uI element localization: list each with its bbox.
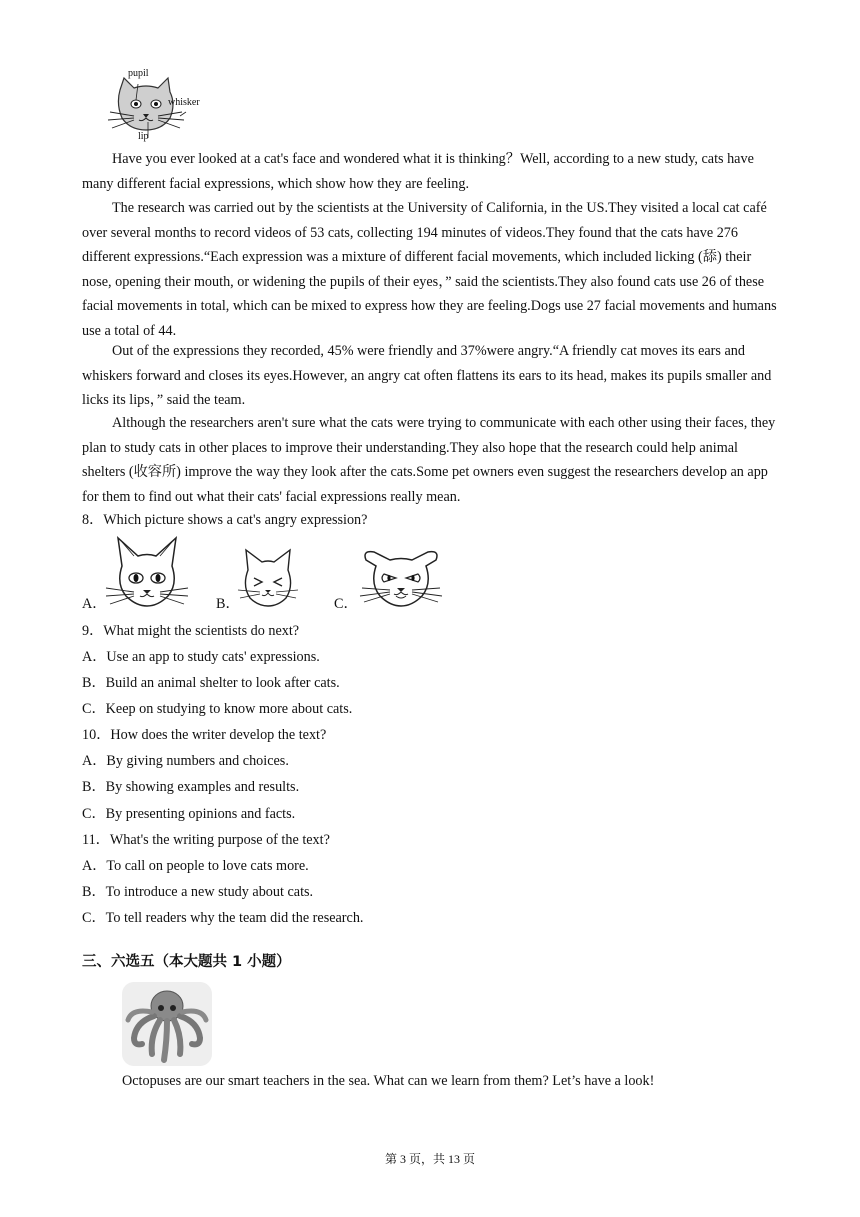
passage-paragraph-1: Have you ever looked at a cat's face and wondered what it is thinking？Well, according to a new study, cats have many different facial expressions, which show how they are feeling.: [82, 151, 754, 192]
q9-option-a: A．Use an app to study cats' expressions.: [82, 649, 320, 665]
question-11-stem: 11．What's the writing purpose of the text?: [82, 832, 330, 848]
question-9-stem: 9．What might the scientists do next?: [82, 623, 300, 639]
q11-option-a: A．To call on people to love cats more.: [82, 858, 309, 874]
q11-option-b: B．To introduce a new study about cats.: [82, 884, 314, 900]
q8-option-b-label: B．: [216, 596, 240, 612]
label-pupil: pupil: [128, 68, 149, 79]
passage-paragraph-3: Out of the expressions they recorded, 45% were friendly and 37%were angry.“A friendly cat moves its ears and whiskers forward and closes its eyes.However, an angry cat often flattens its ears to its head, makes its pupils smaller and licks its lips，” said the team.: [82, 343, 772, 408]
q9-option-c: C．Keep on studying to know more about cats.: [82, 701, 353, 717]
cat-diagram: [104, 70, 214, 145]
q10-option-c: C．By presenting opinions and facts.: [82, 806, 296, 822]
cat-face-option-c-icon: [360, 548, 442, 610]
q9-option-b: B．Build an animal shelter to look after cats.: [82, 675, 340, 691]
question-10-stem: 10．How does the writer develop the text?: [82, 727, 327, 743]
section-3-heading: 三、六选五（本大题共 1 小题）: [82, 954, 291, 970]
q8-option-c-label: C．: [334, 596, 358, 612]
label-lip: lip: [138, 131, 149, 142]
q11-option-c: C．To tell readers why the team did the research.: [82, 910, 364, 926]
passage-paragraph-2: The research was carried out by the scientists at the University of California, in the US.They visited a local cat café over several months to record videos of 53 cats, collecting 194 minutes of videos.They found that the cats have 276 different expressions.“Each expression was a mixture of different facial movements, which included licking (舔) their nose, opening their mouth, or widening the pupils of their eyes，” said the scientists.They also found cats use 26 of these facial movements in total, which can be mixed to express how they are feeling.Dogs use 27 facial movements and humans use a total of 44.: [82, 200, 777, 339]
label-whisker: whisker: [168, 97, 200, 108]
passage-paragraph-4: Although the researchers aren't sure what the cats were trying to communicate with each other using their faces, they plan to study cats in other places to improve their understanding.They also hope that the research could help animal shelters (收容所) improve the way they look after the cats.Some pet owners even suggest the researchers develop an app for them to find out what their cats' facial expressions really mean.: [82, 415, 776, 505]
q10-option-a: A．By giving numbers and choices.: [82, 753, 289, 769]
octopus-icon: [122, 982, 212, 1066]
q8-option-a-label: A．: [82, 596, 107, 612]
question-8-stem: 8．Which picture shows a cat's angry expression?: [82, 512, 368, 528]
cat-face-option-b-icon: [238, 548, 298, 610]
cat-face-option-a-icon: [106, 536, 188, 610]
octopus-image: [122, 982, 212, 1066]
section-3-intro: Octopuses are our smart teachers in the sea. What can we learn from them? Let’s have a look!: [122, 1073, 655, 1089]
q10-option-b: B．By showing examples and results.: [82, 779, 300, 795]
page-number-footer: 第 3 页，共 13 页: [384, 1152, 475, 1166]
